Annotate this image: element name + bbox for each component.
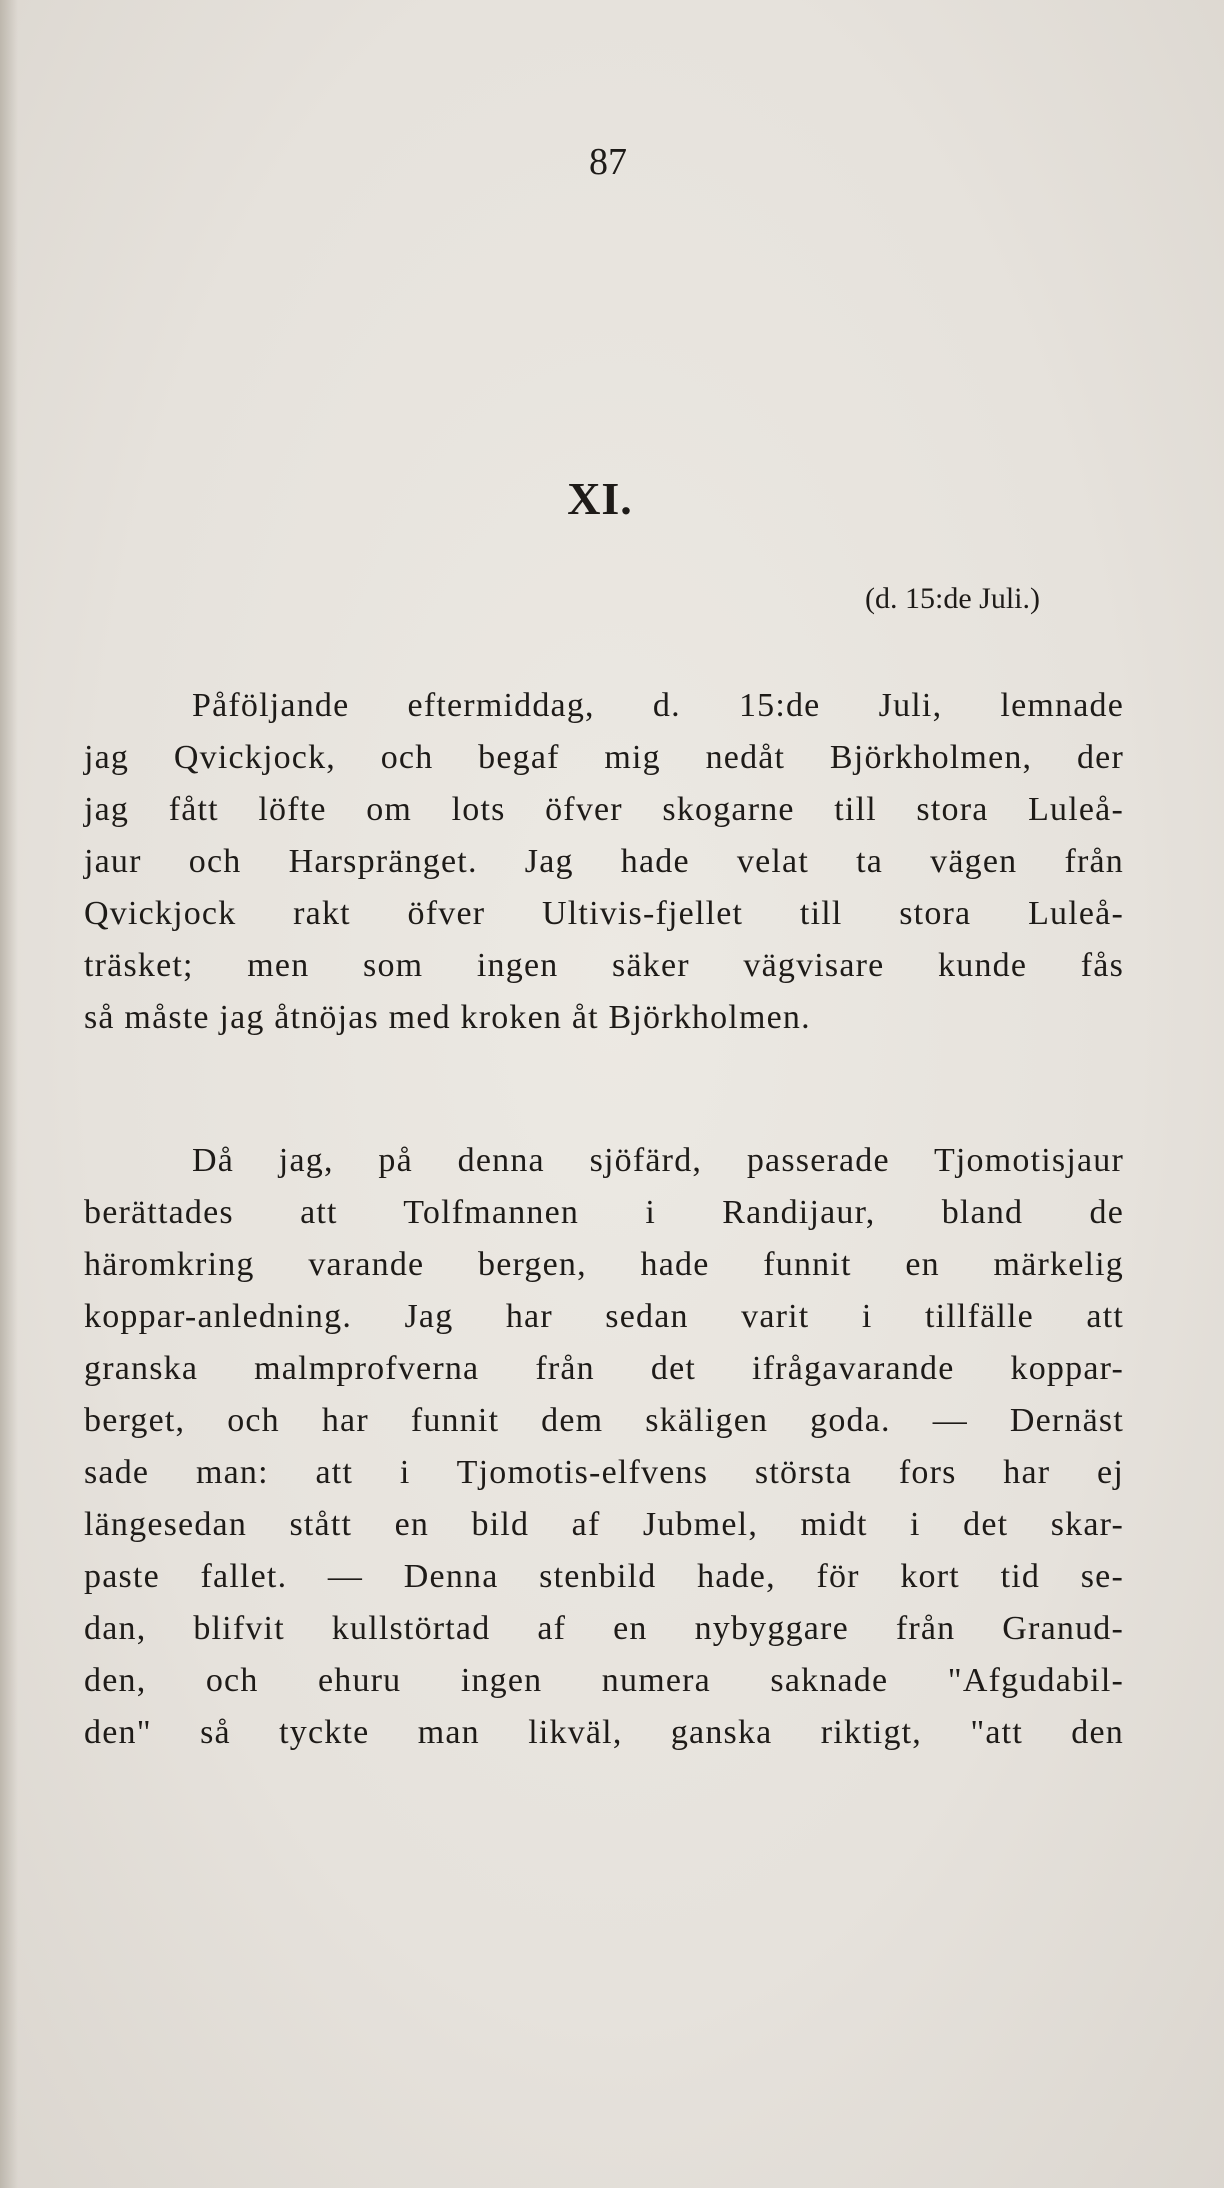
text-line: Då jag, på denna sjöfärd, passerade Tjomotisjaur <box>192 1142 1124 1179</box>
text-line: dan, blifvit kullstörtad af en nybyggare från Granud- <box>84 1610 1124 1647</box>
text-line: den" så tyckte man likväl, ganska riktigt, "att den <box>84 1714 1124 1751</box>
text-line: häromkring varande bergen, hade funnit en märkelig <box>84 1246 1124 1283</box>
text-line: sade man: att i Tjomotis-elfvens största fors har ej <box>84 1454 1124 1491</box>
paragraph-2 <box>84 1135 1124 1759</box>
page-number: 87 <box>589 141 627 183</box>
text-line: Påföljande eftermiddag, d. 15:de Juli, lemnade <box>192 687 1124 724</box>
text-line: jag fått löfte om lots öfver skogarne till stora Luleå- <box>84 791 1124 828</box>
chapter-heading: XI. <box>567 473 633 524</box>
paragraph-1 <box>84 680 1124 1044</box>
text-line: den, och ehuru ingen numera saknade "Afgudabil- <box>84 1662 1124 1699</box>
text-line: så måste jag åtnöjas med kroken åt Björkholmen. <box>84 999 811 1036</box>
text-line: längesedan stått en bild af Jubmel, midt i det skar- <box>84 1506 1124 1543</box>
text-line: paste fallet. — Denna stenbild hade, för kort tid se- <box>84 1558 1124 1595</box>
text-line: Qvickjock rakt öfver Ultivis-fjellet till stora Luleå- <box>84 895 1124 932</box>
text-line: koppar-anledning. Jag har sedan varit i tillfälle att <box>84 1298 1124 1335</box>
text-line: berget, och har funnit dem skäligen goda. — Dernäst <box>84 1402 1124 1439</box>
text-line: berättades att Tolfmannen i Randijaur, bland de <box>84 1194 1124 1231</box>
text-line: jaur och Harspränget. Jag hade velat ta vägen från <box>84 843 1124 880</box>
text-line: granska malmprofverna från det ifrågavarande koppar- <box>84 1350 1124 1387</box>
text-line: jag Qvickjock, och begaf mig nedåt Björkholmen, der <box>84 739 1124 776</box>
date-note: (d. 15:de Juli.) <box>865 582 1040 615</box>
text-line: träsket; men som ingen säker vägvisare kunde fås <box>84 947 1124 984</box>
